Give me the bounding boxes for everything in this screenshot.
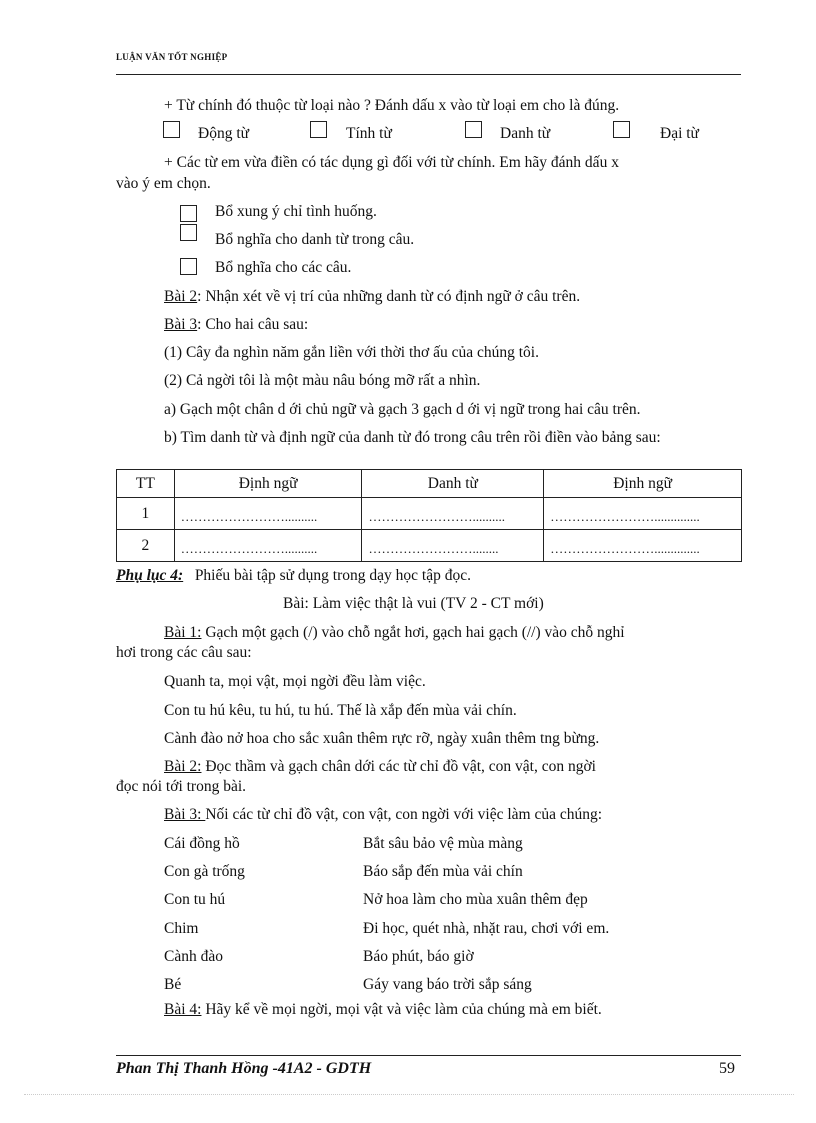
- option-verb-label: Động từ: [198, 125, 250, 142]
- option-adjective-label: Tính từ: [346, 125, 392, 142]
- header-rule: [116, 74, 741, 75]
- match-right: Đi học, quét nhà, nhặt rau, chơi với em.: [363, 920, 610, 937]
- table-cell-blank[interactable]: ……………………..............: [544, 498, 742, 530]
- checkbox-pronoun[interactable]: [613, 121, 630, 138]
- match-right: Báo sắp đến mùa vải chín: [363, 863, 523, 880]
- checkbox-adjective[interactable]: [310, 121, 327, 138]
- appendix-title: Phiếu bài tập sử dụng trong dạy học tập đọc.: [194, 567, 471, 584]
- checkbox-noun[interactable]: [465, 121, 482, 138]
- appendix-exercise-4-label: Bài 4:: [164, 1001, 202, 1018]
- passage-line-1: Quanh ta, mọi vật, mọi ngời đều làm việc.: [164, 673, 426, 690]
- exercise-3-label: Bài 3: [164, 316, 198, 333]
- table-cell: 2: [117, 530, 175, 562]
- table-cell-blank[interactable]: ……………………..........: [362, 498, 544, 530]
- footer-author: Phan Thị Thanh Hồng -41A2 - GDTH: [116, 1060, 372, 1077]
- appendix-exercise-4-text: Hãy kể về mọi ngời, mọi vật và việc làm của chúng mà em biết.: [201, 1001, 602, 1018]
- table-row: [117, 530, 742, 562]
- exercise-3-text: : Cho hai câu sau:: [197, 316, 309, 333]
- match-left: Cành đào: [164, 948, 223, 965]
- page-number: 59: [719, 1060, 735, 1077]
- footer-rule: [116, 1055, 741, 1056]
- table-cell-blank[interactable]: ……………………..............: [544, 530, 742, 562]
- option-pronoun-label: Đại từ: [660, 125, 699, 142]
- task-b: b) Tìm danh từ và định ngữ của danh từ đó trong câu trên rồi điền vào bảng sau:: [164, 429, 661, 446]
- table-header: Định ngữ: [544, 470, 742, 498]
- appendix-exercise-3-label: Bài 3:: [164, 806, 206, 823]
- appendix-exercise-2-cont: đọc nói tới trong bài.: [116, 778, 247, 795]
- task-a: a) Gạch một chân d ới chủ ngữ và gạch 3 gạch d ới vị ngữ trong hai câu trên.: [164, 401, 641, 418]
- match-left: Con gà trống: [164, 863, 245, 880]
- table-cell-blank[interactable]: ……………………..........: [174, 498, 362, 530]
- question-word-type: + Từ chính đó thuộc từ loại nào ? Đánh dấu x vào từ loại em cho là đúng.: [164, 97, 620, 114]
- appendix-exercise-2-label: Bài 2:: [164, 758, 202, 775]
- passage-line-3: Cành đào nở hoa cho sắc xuân thêm rực rỡ, ngày xuân thêm tng bừng.: [164, 730, 600, 747]
- exercise-2: [164, 287, 580, 307]
- question-effect-line2: vào ý em chọn.: [116, 175, 211, 192]
- appendix-label: Phụ lục 4:: [116, 567, 184, 584]
- sentence-2: (2) Cả ngời tôi là một màu nâu bóng mỡ rất a nhìn.: [164, 372, 481, 389]
- table-cell-blank[interactable]: ……………………..........: [174, 530, 362, 562]
- checkbox-verb[interactable]: [163, 121, 180, 138]
- bottom-dotted-line: [24, 1094, 794, 1095]
- checkbox-choice-2[interactable]: [180, 224, 197, 241]
- table-header: TT: [117, 470, 175, 498]
- match-right: Báo phút, báo giờ: [363, 948, 474, 965]
- appendix-exercise-1-label: Bài 1:: [164, 624, 202, 641]
- match-right: Gáy vang báo trời sắp sáng: [363, 976, 532, 993]
- passage-line-2: Con tu hú kêu, tu hú, tu hú. Thế là xắp đến mùa vải chín.: [164, 702, 517, 719]
- choice-3-label: Bổ nghĩa cho các câu.: [215, 259, 352, 276]
- table-cell-blank[interactable]: ……………………........: [362, 530, 544, 562]
- match-left: Bé: [164, 976, 182, 993]
- match-right: Nở hoa làm cho mùa xuân thêm đẹp: [363, 891, 588, 908]
- table-header-row: [117, 470, 742, 498]
- table-header: Danh từ: [362, 470, 544, 498]
- option-noun-label: Danh từ: [500, 125, 551, 142]
- choice-2-label: Bổ nghĩa cho danh từ trong câu.: [215, 231, 415, 248]
- appendix-exercise-1: [164, 623, 625, 643]
- answer-table: [116, 469, 742, 562]
- appendix-exercise-1-cont: hơi trong các câu sau:: [116, 644, 252, 661]
- appendix-heading: [116, 566, 471, 586]
- sentence-1: (1) Cây đa nghìn năm gắn liền với thời thơ ấu của chúng tôi.: [164, 344, 539, 361]
- table-cell: 1: [117, 498, 175, 530]
- match-left: Con tu hú: [164, 891, 226, 908]
- appendix-exercise-2-text: Đọc thầm và gạch chân dới các từ chỉ đồ vật, con vật, con ngời: [201, 758, 596, 775]
- match-left: Chim: [164, 920, 199, 937]
- appendix-exercise-3-text: Nối các từ chỉ đồ vật, con vật, con ngời với việc làm của chúng:: [205, 806, 603, 823]
- checkbox-choice-1[interactable]: [180, 205, 197, 222]
- appendix-exercise-1-text: Gạch một gạch (/) vào chỗ ngắt hơi, gạch hai gạch (//) vào chỗ nghỉ: [201, 624, 625, 641]
- table-row: [117, 498, 742, 530]
- checkbox-choice-3[interactable]: [180, 258, 197, 275]
- exercise-2-label: Bài 2: [164, 288, 198, 305]
- table-header: Định ngữ: [174, 470, 362, 498]
- match-right: Bắt sâu bảo vệ mùa màng: [363, 835, 523, 852]
- choice-1-label: Bổ xung ý chỉ tình huống.: [215, 203, 377, 220]
- question-effect-line1: + Các từ em vừa điền có tác dụng gì đối với từ chính. Em hãy đánh dấu x: [164, 154, 619, 171]
- appendix-exercise-4: [164, 1000, 602, 1020]
- appendix-exercise-3: [164, 805, 602, 825]
- exercise-3: [164, 315, 308, 335]
- exercise-2-text: : Nhận xét về vị trí của những danh từ có định ngữ ở câu trên.: [197, 288, 581, 305]
- match-left: Cái đồng hồ: [164, 835, 240, 852]
- appendix-exercise-2: [164, 757, 596, 777]
- header-title: LUẬN VĂN TỐT NGHIỆP: [116, 52, 228, 62]
- lesson-title: Bài: Làm việc thật là vui (TV 2 - CT mới): [283, 595, 544, 612]
